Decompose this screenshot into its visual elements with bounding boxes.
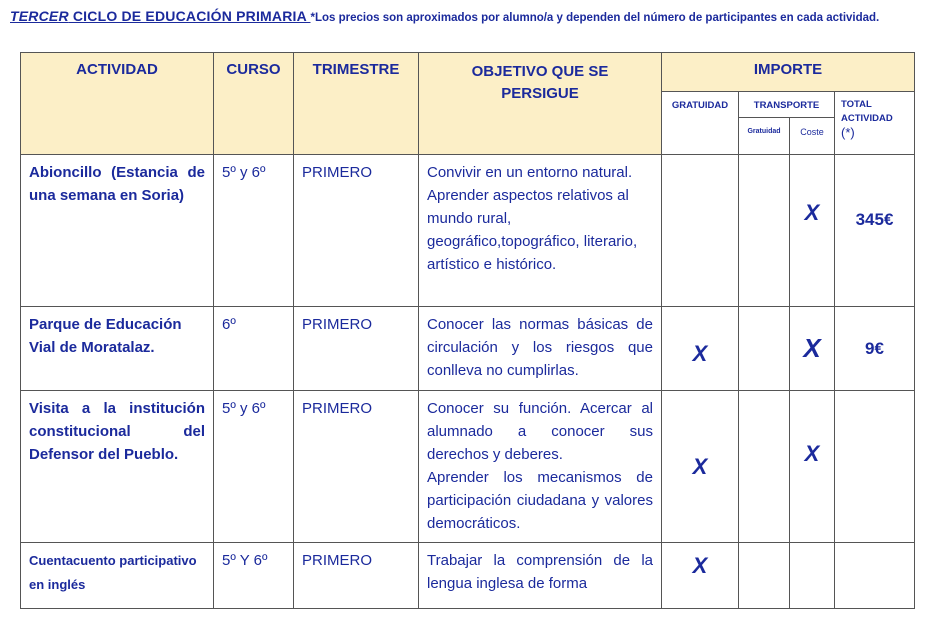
- table-row: [21, 155, 915, 307]
- col-header-transporte-coste: Coste: [790, 118, 835, 155]
- header-title-italic: TERCER: [10, 8, 69, 24]
- row-total: 345€: [835, 155, 915, 307]
- row-transporte-gratuidad: [739, 307, 790, 391]
- row-trimestre: PRIMERO: [294, 155, 419, 307]
- row-curso: 6º: [214, 307, 294, 391]
- table-row: [21, 307, 915, 391]
- row-transporte-coste: X: [790, 307, 835, 391]
- col-header-curso: CURSO: [214, 53, 294, 155]
- header-note: *Los precios son aproximados por alumno/a y dependen del número de participantes en cada actividad.: [310, 12, 880, 24]
- table-row: [21, 543, 915, 609]
- total-label: TOTAL ACTIVIDAD: [841, 99, 893, 124]
- table-row: [21, 391, 915, 543]
- row-objetivo: Conocer su función. Acercar al alumnado a conocer sus derechos y deberes. Aprender los mecanismos de participación ciudadana y valores democráticos.: [419, 391, 662, 543]
- row-gratuidad: [662, 155, 739, 307]
- row-actividad: Parque de Educación Vial de Moratalaz.: [21, 307, 214, 391]
- row-transporte-coste: X: [790, 391, 835, 543]
- row-trimestre: PRIMERO: [294, 391, 419, 543]
- row-curso: 5º y 6º: [214, 391, 294, 543]
- row-gratuidad: X: [662, 391, 739, 543]
- col-header-actividad: ACTIVIDAD: [21, 53, 214, 155]
- row-objetivo: Conocer las normas básicas de circulación y los riesgos que conlleva no cumplirlas.: [419, 307, 662, 391]
- col-header-gratuidad: GRATUIDAD: [662, 92, 739, 155]
- row-transporte-coste: [790, 543, 835, 609]
- row-trimestre: PRIMERO: [294, 543, 419, 609]
- col-header-transporte-gratuidad: Gratuidad: [739, 118, 790, 155]
- row-curso: 5º Y 6º: [214, 543, 294, 609]
- header-title: CICLO DE EDUCACIÓN PRIMARIA: [68, 8, 311, 24]
- row-total: [835, 391, 915, 543]
- row-transporte-coste: X: [790, 155, 835, 307]
- total-note: (*): [841, 125, 855, 140]
- row-gratuidad: X: [662, 543, 739, 609]
- row-transporte-gratuidad: [739, 391, 790, 543]
- row-actividad: Cuentacuento participativo en inglés: [21, 543, 214, 609]
- row-objetivo: Convivir en un entorno natural. Aprender aspectos relativos al mundo rural, geográfico,topográfico, literario, artístico e histórico.: [419, 155, 662, 307]
- row-trimestre: PRIMERO: [294, 307, 419, 391]
- col-header-objetivo: OBJETIVO QUE SE PERSIGUE: [419, 53, 662, 155]
- row-gratuidad: X: [662, 307, 739, 391]
- page-header: [10, 8, 928, 27]
- col-header-importe: IMPORTE: [662, 53, 915, 92]
- row-curso: 5º y 6º: [214, 155, 294, 307]
- row-total: 9€: [835, 307, 915, 391]
- row-actividad: Abioncillo (Estancia de una semana en Soria): [21, 155, 214, 307]
- row-transporte-gratuidad: [739, 543, 790, 609]
- col-header-total: [835, 92, 915, 155]
- row-objetivo: Trabajar la comprensión de la lengua inglesa de forma: [419, 543, 662, 609]
- activities-table: [20, 52, 915, 609]
- col-header-transporte: TRANSPORTE: [739, 92, 835, 118]
- row-actividad: Visita a la institución constitucional del Defensor del Pueblo.: [21, 391, 214, 543]
- col-header-trimestre: TRIMESTRE: [294, 53, 419, 155]
- row-total: [835, 543, 915, 609]
- row-transporte-gratuidad: [739, 155, 790, 307]
